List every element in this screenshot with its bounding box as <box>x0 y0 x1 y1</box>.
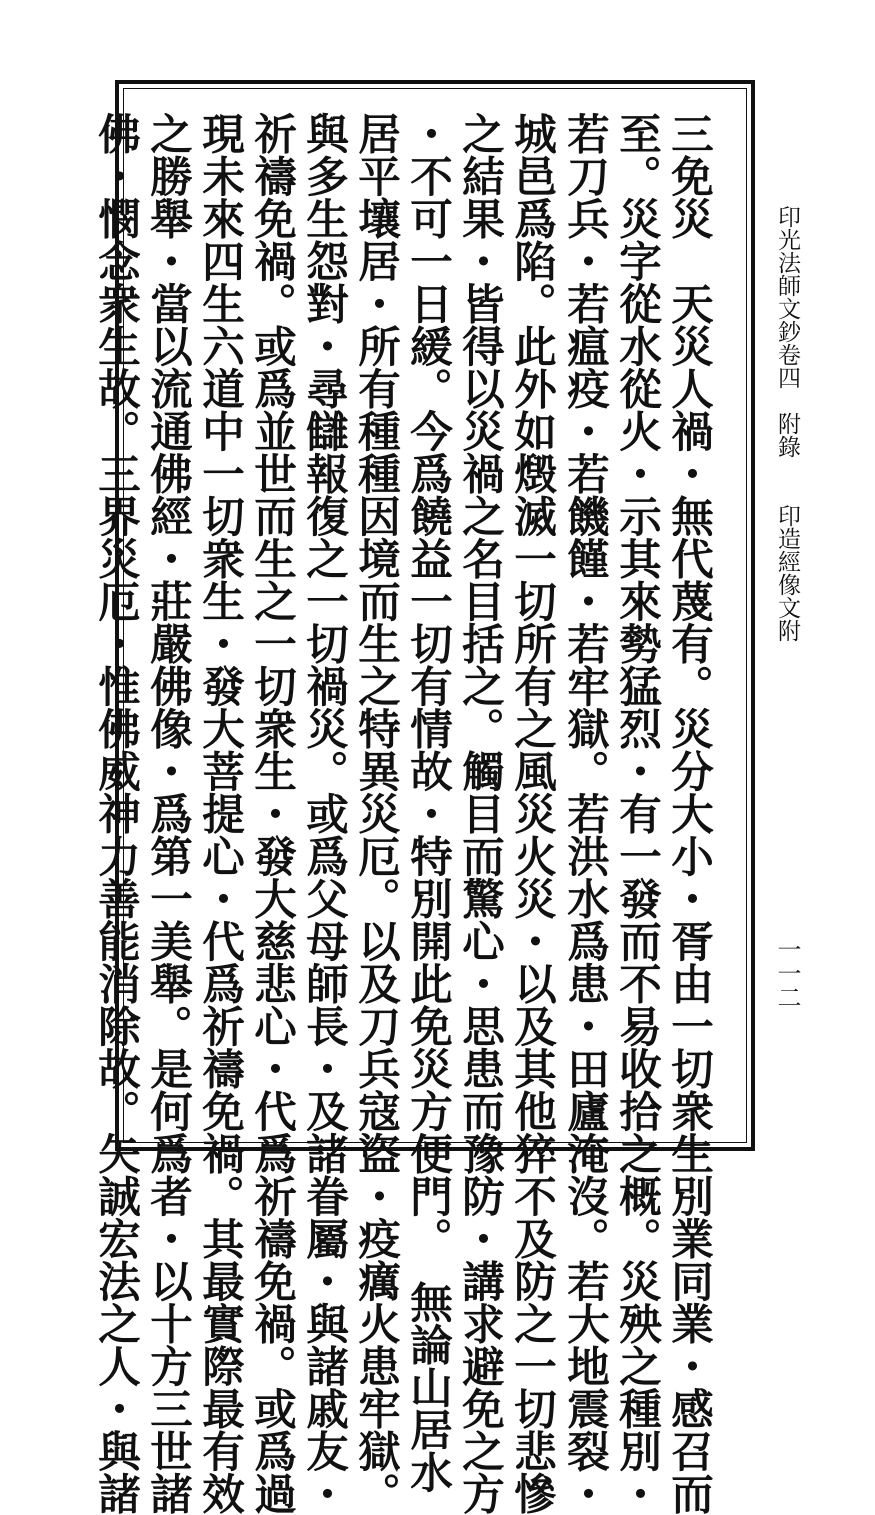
text-column-7: 居平壤居・所有種種因境而生之特異災厄。以及刀兵寇盜・疫癘火患牢獄。 <box>351 112 401 1515</box>
text-column-8: 與多生怨對・尋讎報復之一切禍災。或爲父母師長・及諸眷屬・與諸戚友・ <box>299 112 349 1515</box>
text-column-12: 佛・憫念衆生故。三界災厄・惟佛威神力善能消除故。矢誠宏法之人・與諸 <box>91 112 141 1515</box>
text-column-11: 之勝舉・當以流通佛經・莊嚴佛像・爲第一美舉。是何爲者・以十方三世諸 <box>143 112 193 1515</box>
section-label: 附錄 <box>774 412 800 458</box>
book-title: 印光法師文鈔卷四 <box>774 205 800 389</box>
running-header <box>772 205 802 642</box>
text-column-5: 之結果・皆得以災禍之名目括之。觸目而驚心・思患而豫防・講求避免之方 <box>455 112 505 1515</box>
text-column-3: 若刀兵・若瘟疫・若饑饉・若牢獄。若洪水爲患・田廬淹沒。若大地震裂・ <box>560 112 610 1515</box>
text-column-6: ・不可一日緩。今爲饒益一切有情故・特別開此免災方便門。 無論山居水 <box>403 112 453 1494</box>
page-number: 一一二 <box>773 937 801 1009</box>
text-column-4: 城邑爲陷。此外如燬滅一切所有之風災火災・以及其他猝不及防之一切悲慘 <box>507 112 557 1515</box>
text-column-1: 三免災 天災人禍・無代蔑有。災分大小・胥由一切衆生別業同業・感召而 <box>664 112 714 1515</box>
text-column-9: 祈禱免禍。或爲並世而生之一切衆生・發大慈悲心・代爲祈禱免禍。或爲過 <box>247 112 297 1515</box>
chapter-label: 印造經像文附 <box>774 504 800 642</box>
text-column-10: 現未來四生六道中一切衆生・發大菩提心・代爲祈禱免禍。其最實際最有效 <box>195 112 245 1515</box>
text-column-2: 至。災字從水從火・示其來勢猛烈・有一發而不易收拾之概。災殃之種別・ <box>612 112 662 1515</box>
